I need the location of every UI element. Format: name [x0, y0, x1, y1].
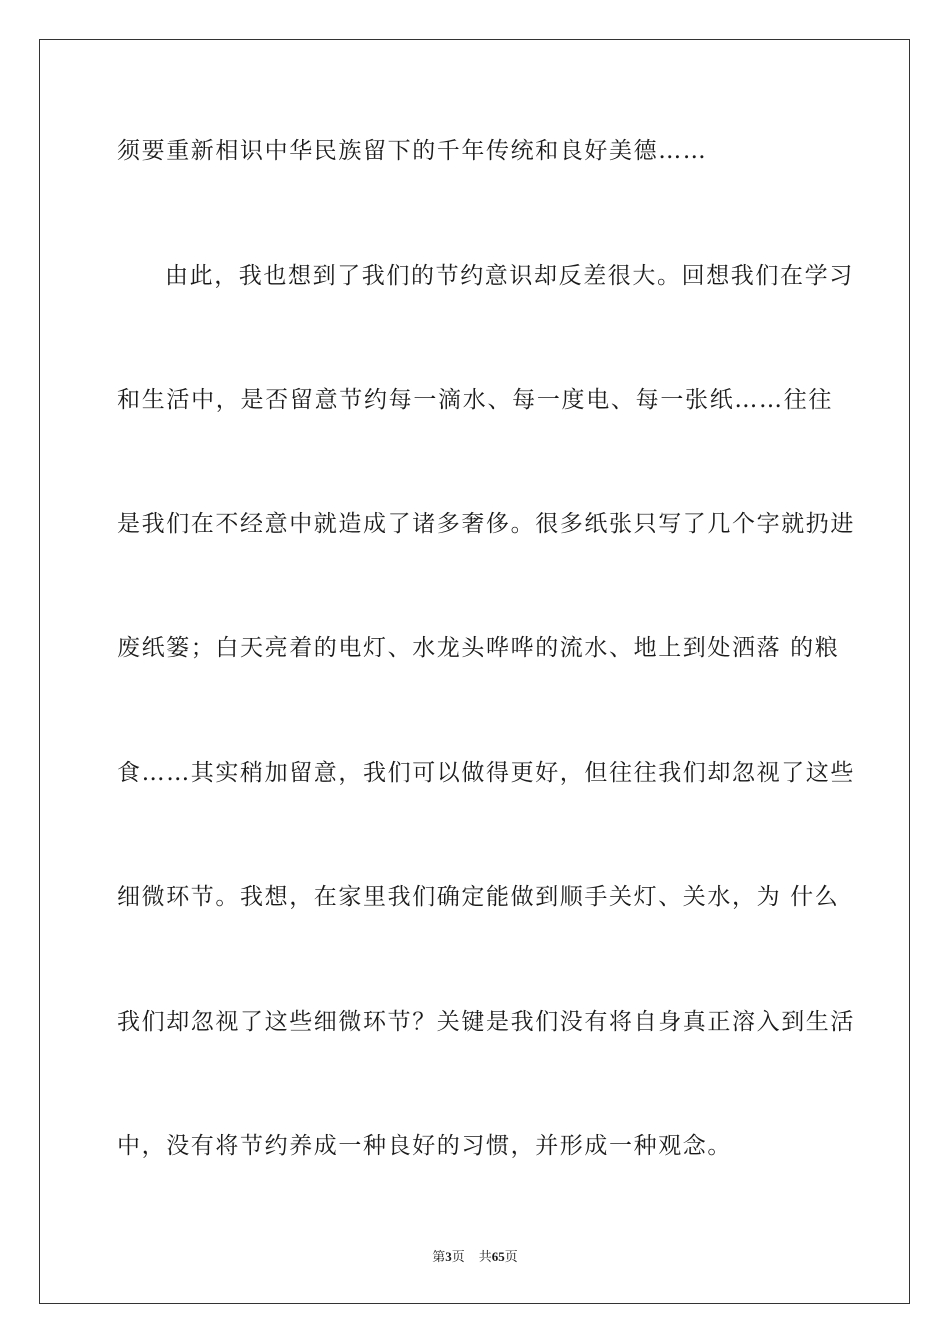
page-border — [39, 39, 910, 1304]
text-line-8: 我们却忽视了这些细微环节？关键是我们没有将自身真正溶入到生活 — [117, 1009, 855, 1035]
current-page-number: 3 — [445, 1249, 452, 1264]
text-line-1: 须要重新相识中华民族留下的千年传统和良好美德…… — [117, 138, 708, 164]
total-pages-number: 65 — [491, 1249, 505, 1264]
text-line-6: 食……其实稍加留意，我们可以做得更好，但往往我们却忽视了这些 — [117, 760, 855, 786]
total-prefix: 共 — [478, 1249, 492, 1264]
page-footer — [0, 1248, 950, 1266]
text-line-4: 是我们在不经意中就造成了诸多奢侈。很多纸张只写了几个字就扔进 — [117, 511, 855, 537]
page-prefix: 第 — [432, 1249, 446, 1264]
page-suffix: 页 — [451, 1249, 465, 1264]
text-line-7: 细微环节。我想，在家里我们确定能做到顺手关灯、关水，为 什么 — [117, 884, 840, 910]
text-line-3: 和生活中，是否留意节约每一滴水、每一度电、每一张纸……往往 — [117, 387, 833, 413]
text-line-5: 废纸篓；白天亮着的电灯、水龙头哗哗的流水、地上到处洒落 的粮 — [117, 635, 840, 661]
total-suffix: 页 — [504, 1249, 518, 1264]
text-line-9: 中，没有将节约养成一种良好的习惯，并形成一种观念。 — [117, 1133, 732, 1159]
text-line-2: 由此，我也想到了我们的节约意识却反差很大。回想我们在学习 — [165, 263, 854, 289]
